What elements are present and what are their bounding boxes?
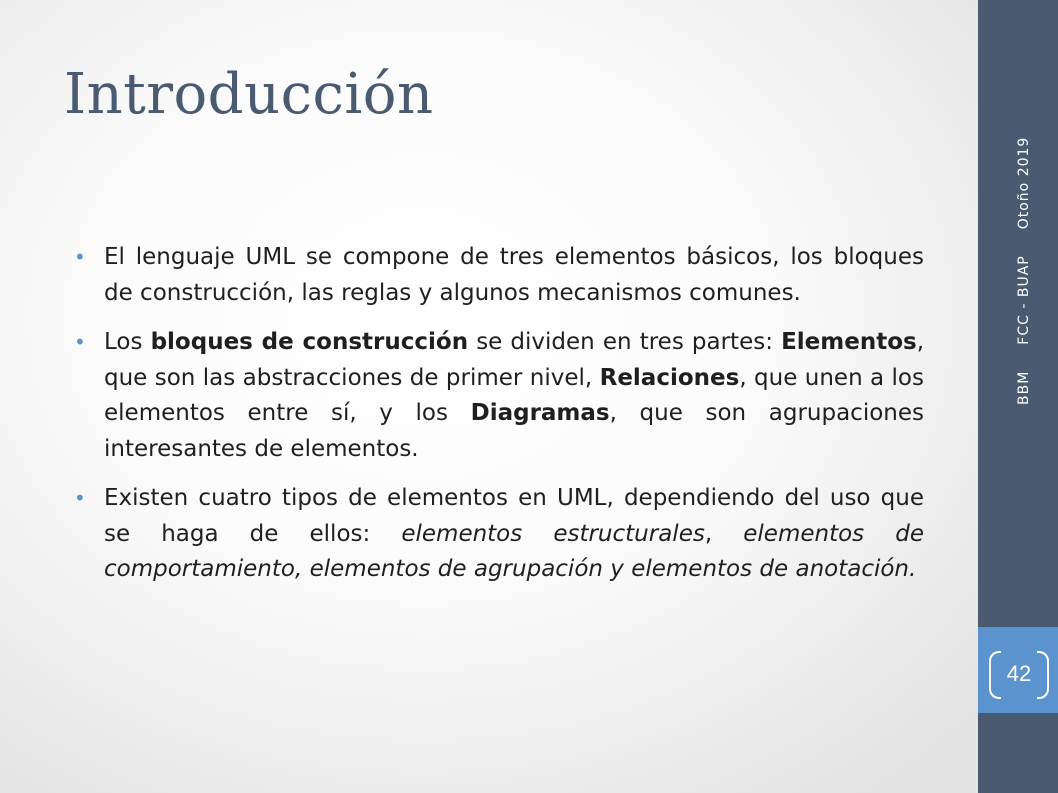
bullet-run: , que son las abstracciones de primer nivel, [104, 329, 925, 391]
bullet-run: , que son agrupaciones interesantes de elementos. [104, 400, 924, 462]
bullet-item-3 [74, 481, 924, 588]
bullet-run: El lenguaje UML se compone de tres elementos básicos, los bloques de construcción, las reglas y algunos mecanismos comunes. [104, 244, 924, 306]
footer-term: Otoño 2019 [1016, 136, 1032, 230]
bullet-run-bold: Elementos [781, 329, 917, 355]
bullet-item-2 [74, 325, 924, 467]
bullet-run: Los [104, 329, 151, 355]
page-number-box [989, 651, 1049, 697]
bullet-run-bold: Diagramas [470, 400, 610, 426]
bullet-dot-icon: • [74, 330, 86, 354]
bullet-run: se dividen en tres partes: [468, 329, 782, 355]
footer-institution: FCC - BUAP [1016, 255, 1032, 345]
bullet-run-italic: elementos de comportamiento, elementos de agrupación y elementos de anotación. [104, 520, 924, 582]
footer-author: BBM [1016, 370, 1032, 405]
page-number: 42 [1006, 661, 1032, 686]
bullet-run: Existen cuatro tipos de elementos en UML, dependiendo del uso que se haga de ellos: [104, 485, 924, 547]
bullet-run: , [704, 520, 744, 547]
bullet-item-1 [74, 240, 924, 311]
bullet-list [74, 240, 924, 602]
vertical-footer [1016, 137, 1032, 405]
bullet-run-italic: elementos estructurales [401, 520, 705, 547]
bullet-run-bold: Relaciones [599, 364, 740, 391]
bullet-dot-icon: • [74, 245, 86, 269]
slide-title: Introducción [64, 62, 434, 127]
bullet-dot-icon: • [74, 486, 86, 510]
bullet-run-bold: bloques de construcción [150, 329, 469, 355]
bullet-run: , que unen a los elementos entre sí, y los [104, 364, 924, 426]
